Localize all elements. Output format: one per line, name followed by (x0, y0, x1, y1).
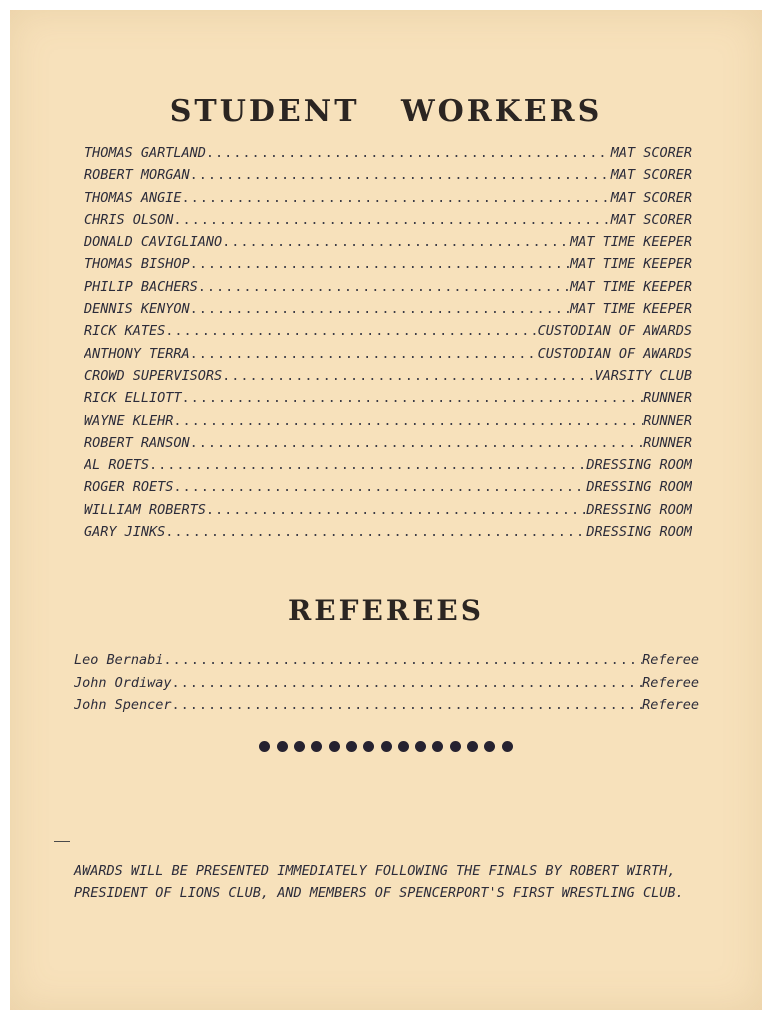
referees-list (74, 653, 699, 721)
worker-role: MAT SCORER (610, 190, 692, 206)
dot-leader (182, 191, 611, 205)
worker-row (84, 391, 692, 413)
divider-bullet (467, 741, 478, 752)
worker-row (84, 302, 692, 324)
worker-name: THOMAS BISHOP (84, 257, 190, 273)
worker-role: MAT TIME KEEPER (570, 279, 692, 295)
dot-leader (173, 480, 586, 494)
dot-leader (165, 324, 537, 338)
dot-leader (198, 280, 570, 294)
divider-bullet (415, 741, 426, 752)
worker-name: AL ROETS (84, 458, 150, 474)
referee-role: Referee (642, 653, 699, 668)
student-workers-heading: STUDENT WORKERS (169, 94, 603, 129)
program-page (10, 10, 762, 1010)
referee-role: Referee (642, 675, 699, 691)
worker-role: MAT SCORER (610, 212, 692, 228)
worker-row (84, 480, 692, 502)
worker-name: CROWD SUPERVISORS (84, 368, 223, 384)
referees-heading: REFEREES (287, 594, 484, 627)
worker-row (84, 191, 692, 213)
worker-row (84, 414, 692, 436)
dot-leader (222, 369, 594, 383)
divider-bullet (432, 741, 443, 752)
worker-row (84, 168, 692, 190)
dot-leader (206, 146, 611, 160)
worker-role: MAT SCORER (610, 168, 692, 184)
worker-role: CUSTODIAN OF AWARDS (537, 324, 692, 340)
worker-role: MAT SCORER (610, 146, 692, 161)
worker-name: PHILIP BACHERS (84, 279, 198, 295)
referee-row (74, 653, 699, 676)
dot-leader (165, 525, 586, 539)
divider-bullet (484, 741, 495, 752)
margin-dash (54, 841, 70, 842)
worker-role: VARSITY CLUB (594, 368, 692, 384)
divider-bullet (259, 741, 270, 752)
bullet-divider (10, 741, 762, 752)
worker-name: DONALD CAVIGLIANO (84, 235, 223, 251)
dot-leader (222, 235, 570, 249)
divider-bullet (398, 741, 409, 752)
referee-row (74, 698, 699, 721)
dot-leader (172, 676, 643, 690)
worker-role: MAT TIME KEEPER (570, 235, 692, 251)
worker-name: WAYNE KLEHR (84, 413, 174, 429)
divider-bullet (502, 741, 513, 752)
divider-bullet (311, 741, 322, 752)
worker-name: ANTHONY TERRA (84, 346, 190, 362)
worker-name: CHRIS OLSON (84, 212, 174, 228)
dot-leader (190, 168, 611, 182)
referee-name: John Ordiway (74, 675, 172, 691)
divider-bullet (277, 741, 288, 752)
referee-role: Referee (642, 698, 699, 713)
referee-name: John Spencer (74, 698, 172, 713)
worker-name: GARY JINKS (84, 525, 166, 541)
referee-name: Leo Bernabi (74, 653, 164, 668)
awards-notice: AWARDS WILL BE PRESENTED IMMEDIATELY FOLLOWING THE FINALS BY ROBERT WIRTH, PRESIDENT OF LIONS CLUB, AND MEMBERS OF SPENCERPORT'S FIRST WRESTLING CLUB. (74, 863, 684, 901)
worker-row (84, 280, 692, 302)
dot-leader (149, 458, 586, 472)
worker-role: DRESSING ROOM (586, 502, 692, 518)
worker-role: MAT TIME KEEPER (570, 257, 692, 273)
worker-role: RUNNER (643, 413, 692, 429)
divider-bullet (381, 741, 392, 752)
worker-name: RICK ELLIOTT (84, 391, 182, 407)
worker-role: CUSTODIAN OF AWARDS (537, 346, 692, 362)
dot-leader (173, 213, 610, 227)
worker-row (84, 146, 692, 168)
worker-row (84, 324, 692, 346)
worker-name: THOMAS ANGIE (84, 190, 182, 206)
worker-row (84, 213, 692, 235)
divider-bullet (294, 741, 305, 752)
divider-bullet (346, 741, 357, 752)
worker-name: THOMAS GARTLAND (84, 146, 206, 161)
worker-row (84, 235, 692, 257)
dot-leader (182, 391, 644, 405)
worker-row (84, 503, 692, 525)
dot-leader (190, 302, 570, 316)
worker-role: RUNNER (643, 435, 692, 451)
dot-leader (163, 653, 642, 667)
worker-row (84, 458, 692, 480)
dot-leader (172, 698, 643, 712)
dot-leader (190, 347, 538, 361)
divider-bullet (363, 741, 374, 752)
student-workers-list (84, 146, 692, 547)
referee-row (74, 676, 699, 699)
dot-leader (206, 503, 586, 517)
worker-row (84, 525, 692, 547)
worker-role: DRESSING ROOM (586, 480, 692, 496)
dot-leader (190, 257, 570, 271)
divider-bullet (329, 741, 340, 752)
worker-name: ROGER ROETS (84, 480, 174, 496)
worker-row (84, 257, 692, 279)
worker-name: RICK KATES (84, 324, 166, 340)
dot-leader (190, 436, 644, 450)
worker-name: ROBERT MORGAN (84, 168, 190, 184)
worker-row (84, 347, 692, 369)
worker-name: ROBERT RANSON (84, 435, 190, 451)
worker-name: WILLIAM ROBERTS (84, 502, 206, 518)
worker-role: RUNNER (643, 391, 692, 407)
divider-bullet (450, 741, 461, 752)
worker-role: DRESSING ROOM (586, 525, 692, 541)
worker-role: MAT TIME KEEPER (570, 302, 692, 318)
worker-row (84, 369, 692, 391)
worker-name: DENNIS KENYON (84, 302, 190, 318)
dot-leader (173, 414, 643, 428)
worker-row (84, 436, 692, 458)
worker-role: DRESSING ROOM (586, 458, 692, 474)
